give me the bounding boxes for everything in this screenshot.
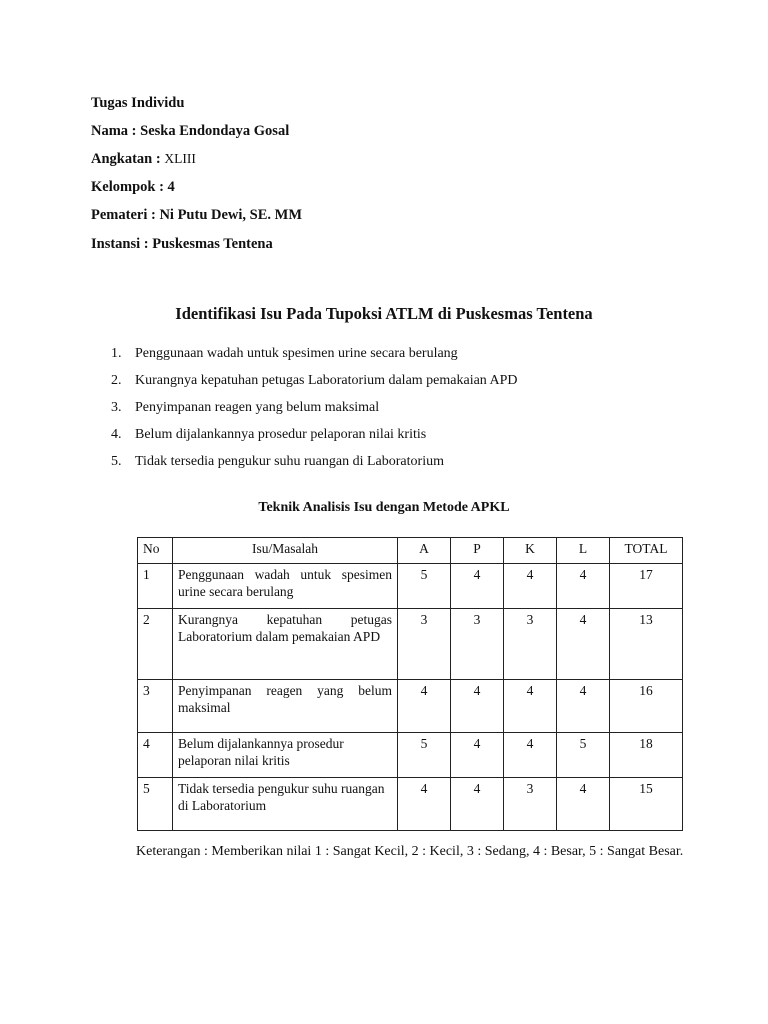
header-issue: Isu/Masalah <box>173 538 398 564</box>
header-a: A <box>398 538 451 564</box>
cell-k: 4 <box>504 680 557 733</box>
issue-list <box>111 344 518 479</box>
list-item <box>111 398 518 425</box>
header-no: No <box>138 538 173 564</box>
institution-line <box>91 235 273 253</box>
list-item-text: Penyimpanan reagen yang belum maksimal <box>135 400 380 415</box>
assignment-type: Tugas Individu <box>91 95 185 111</box>
header-total: TOTAL <box>610 538 683 564</box>
name-line <box>91 122 289 140</box>
batch-label: Angkatan : <box>91 151 165 167</box>
list-item <box>111 344 518 371</box>
speaker-line <box>91 206 302 224</box>
list-item-text: Penggunaan wadah untuk spesimen urine secara berulang <box>135 346 458 361</box>
list-item <box>111 452 518 479</box>
cell-a: 4 <box>398 778 451 831</box>
table-header-row <box>138 538 683 564</box>
cell-k: 4 <box>504 564 557 609</box>
cell-l: 4 <box>557 609 610 680</box>
list-item-text: Tidak tersedia pengukur suhu ruangan di Laboratorium <box>135 454 444 469</box>
speaker-label: Pemateri : <box>91 207 160 223</box>
table-title: Teknik Analisis Isu dengan Metode APKL <box>258 500 510 515</box>
table-row <box>138 680 683 733</box>
list-item <box>111 425 518 452</box>
cell-l: 4 <box>557 778 610 831</box>
cell-k: 3 <box>504 609 557 680</box>
table-row <box>138 733 683 778</box>
cell-a: 5 <box>398 564 451 609</box>
cell-a: 4 <box>398 680 451 733</box>
list-item-number: 5. <box>111 454 122 469</box>
batch-value: XLIII <box>164 151 196 166</box>
document-title: Identifikasi Isu Pada Tupoksi ATLM di Puskesmas Tentena <box>175 304 593 323</box>
cell-no: 4 <box>138 733 173 778</box>
cell-p: 4 <box>451 564 504 609</box>
group-label: Kelompok : <box>91 179 168 195</box>
cell-issue: Tidak tersedia pengukur suhu ruangan di Laboratorium <box>173 778 398 831</box>
cell-l: 5 <box>557 733 610 778</box>
cell-issue: Penggunaan wadah untuk spesimen urine secara berulang <box>173 564 398 609</box>
cell-no: 3 <box>138 680 173 733</box>
table-row <box>138 778 683 831</box>
cell-a: 5 <box>398 733 451 778</box>
cell-l: 4 <box>557 680 610 733</box>
cell-k: 3 <box>504 778 557 831</box>
group-value: 4 <box>167 179 175 195</box>
apkl-table <box>137 537 683 831</box>
cell-issue: Kurangnya kepatuhan petugas Laboratorium dalam pemakaian APD <box>173 609 398 680</box>
list-item-number: 2. <box>111 373 122 388</box>
cell-issue: Penyimpanan reagen yang belum maksimal <box>173 680 398 733</box>
name-label: Nama : <box>91 123 141 139</box>
cell-k: 4 <box>504 733 557 778</box>
cell-total: 17 <box>610 564 683 609</box>
list-item-text: Kurangnya kepatuhan petugas Laboratorium dalam pemakaian APD <box>135 373 518 388</box>
cell-no: 2 <box>138 609 173 680</box>
cell-a: 3 <box>398 609 451 680</box>
header-k: K <box>504 538 557 564</box>
list-item-number: 1. <box>111 346 122 361</box>
list-item-text: Belum dijalankannya prosedur pelaporan nilai kritis <box>135 427 427 442</box>
cell-issue: Belum dijalankannya prosedur pelaporan nilai kritis <box>173 733 398 778</box>
batch-line <box>91 150 196 168</box>
cell-p: 3 <box>451 609 504 680</box>
header-l: L <box>557 538 610 564</box>
header-p: P <box>451 538 504 564</box>
cell-total: 13 <box>610 609 683 680</box>
cell-total: 16 <box>610 680 683 733</box>
table-row <box>138 564 683 609</box>
institution-label: Instansi : <box>91 236 153 252</box>
list-item <box>111 371 518 398</box>
cell-p: 4 <box>451 733 504 778</box>
list-item-number: 3. <box>111 400 122 415</box>
group-line <box>91 178 175 196</box>
cell-no: 5 <box>138 778 173 831</box>
institution-value: Puskesmas Tentena <box>152 236 273 252</box>
cell-total: 15 <box>610 778 683 831</box>
list-item-number: 4. <box>111 427 122 442</box>
name-value: Seska Endondaya Gosal <box>140 123 290 139</box>
speaker-value: Ni Putu Dewi, SE. MM <box>159 207 303 223</box>
table-row <box>138 609 683 680</box>
cell-l: 4 <box>557 564 610 609</box>
cell-p: 4 <box>451 778 504 831</box>
scoring-note: Keterangan : Memberikan nilai 1 : Sangat Kecil, 2 : Kecil, 3 : Sedang, 4 : Besar, 5 : Sangat Besar. <box>136 844 684 859</box>
cell-total: 18 <box>610 733 683 778</box>
cell-p: 4 <box>451 680 504 733</box>
cell-no: 1 <box>138 564 173 609</box>
